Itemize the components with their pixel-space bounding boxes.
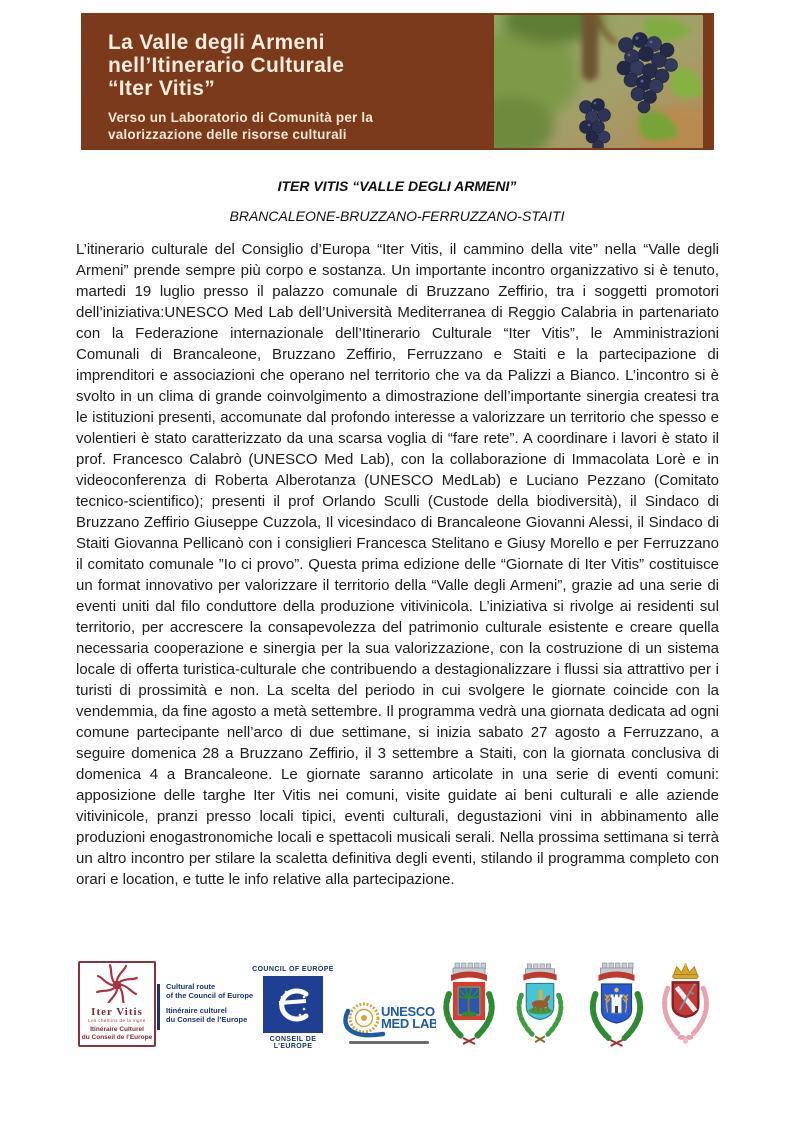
banner-title-line2: nell’Itinerario Culturale bbox=[108, 54, 345, 77]
gold-crown bbox=[673, 963, 699, 978]
iter-vitis-name: Iter Vitis bbox=[91, 1006, 143, 1018]
mural-crown bbox=[451, 963, 487, 981]
unesco-line1-text: UNESCO bbox=[381, 1004, 435, 1019]
coe-bottom-label: CONSEIL DE L’EUROPE bbox=[269, 1036, 317, 1050]
banner-text bbox=[108, 31, 498, 143]
cultural-route-label: Cultural route of the Council of Europe Itinéraire culturel du Conseil de l’Europe bbox=[166, 982, 254, 1024]
banner-subtitle bbox=[108, 110, 498, 143]
banner-title-line1: La Valle degli Armeni bbox=[108, 31, 325, 54]
article-subtitle: BRANCALEONE-BRUZZANO-FERRUZZANO-STAITI bbox=[229, 208, 565, 224]
council-of-europe-logo bbox=[250, 966, 336, 1050]
banner-subtitle-line2: valorizzazione delle risorse culturali bbox=[108, 126, 347, 142]
star bbox=[614, 988, 618, 992]
unesco-tagline-bar bbox=[349, 1041, 429, 1044]
iter-vitis-logo bbox=[78, 961, 156, 1047]
vertical-divider bbox=[157, 984, 160, 1030]
crest-palm-tree bbox=[437, 958, 501, 1055]
crest-knight-on-horse-icon bbox=[509, 958, 571, 1048]
crest-knight-on-horse bbox=[509, 958, 571, 1053]
iter-vitis-tagline: Les chemins de la vigne bbox=[88, 1018, 146, 1023]
coe-square bbox=[263, 976, 323, 1033]
tower bbox=[611, 995, 623, 1014]
red-sun-spiral-icon bbox=[82, 963, 152, 1003]
grapes-photo-illustration bbox=[494, 15, 703, 148]
banner-subtitle-line1: Verso un Laboratorio di Comunità per la bbox=[108, 110, 374, 125]
crest-white-tower bbox=[584, 958, 649, 1055]
crest-white-tower-icon bbox=[584, 958, 649, 1050]
grapes-photo bbox=[494, 15, 703, 148]
crest-sword-pink-wreath bbox=[656, 958, 715, 1055]
crest-palm-tree-icon bbox=[437, 958, 501, 1050]
unesco-med-lab-logo bbox=[341, 997, 436, 1049]
article-title: ITER VITIS “VALLE DEGLI ARMENI” bbox=[277, 178, 517, 194]
crest-sword-pink-wreath-icon bbox=[656, 958, 715, 1050]
banner-title-line3: “Iter Vitis” bbox=[108, 77, 216, 100]
gold-laurel-circle-blue-wave-icon bbox=[341, 997, 436, 1049]
header-banner bbox=[81, 13, 714, 150]
unesco-line2-text: MED LAB bbox=[381, 1016, 436, 1031]
mural-crown bbox=[599, 963, 635, 981]
mural-crown bbox=[523, 964, 556, 981]
coe-top-label: COUNCIL OF EUROPE bbox=[252, 966, 334, 973]
iter-vitis-caption: Itinéraire Culturel du Conseil de l’Europe bbox=[81, 1026, 153, 1041]
stylized-e-with-stars-icon bbox=[263, 976, 323, 1033]
banner-title bbox=[108, 31, 498, 100]
article-body: L’itinerario culturale del Consiglio d’Europa “Iter Vitis, il cammino della vite” nella “Valle degli Armeni” prende sempre più corpo e sostanza. Un importante incontro organizzativo si è tenuto, martedi 19 luglio presso il palazzo comunale di Bruzzano Zeffirio, tra i soggetti promotori dell’iniziativa:UNESCO Med Lab dell’Università Mediterranea di Reggio Calabria in partenariato con la Federazione internazionale dell’Itinerario Culturale “Iter Vitis”, le Amministrazioni Comunali di Brancaleone, Bruzzano Zeffirio, Ferruzzano e Staiti e la partecipazione di imprenditori e associazioni che operano nel territorio che va da Palizzi a Bianco. L’incontro si è svolto in un clima di grande coinvolgimento a dimostrazione dell’importante sinergia createsi tra le istituzioni presenti, accomunate dal profondo interesse a valorizzare un territorio che spesso e volentieri è stato caratterizzato da una scarsa voglia di “fare rete”. A coordinare i lavori è stato il prof. Francesco Calabrò (UNESCO Med Lab), con la collaborazione di Immacolata Lorè e in videoconferenza di Roberta Alberotanza (UNESCO MedLab) e Luciano Pezzano (Comitato tecnico-scientifico); presenti il prof Orlando Sculli (Custode della biodiversità), il Sindaco di Bruzzano Zeffirio Giuseppe Cuzzola, Il vicesindaco di Brancaleone Giovanni Alessi, il Sindaco di Staiti Giovanna Pellicanò con i consiglieri Francesca Stelitano e Giusy Morello e per Ferruzzano il comitato comunale ”Io ci provo”. Questa prima edizione delle “Giornate di Iter Vitis” costituisce un format innovativo per valorizzare il territorio della “Valle degli Armeni”, grazie ad una serie di eventi uniti dal filo conduttore della produzione vitivinicola. L’iniziativa si rivolge ai residenti sul territorio, per accrescere la consapevolezza del patrimonio culturale esistente e creare quella necessaria cooperazione e sinergia per la sua valorizzazione, con la costruzione di un sistema locale di offerta turistica-culturale che contribuendo a destagionalizzare i flussi sia attrattivo per i turisti di prossimità e non. La scelta del periodo in cui svolgere le giornate coincide con la vendemmia, da fine agosto a metà settembre. Il programma vedrà una giornata dedicata ad ogni comune partecipante nell’arco di due settimane, si inizia sabato 27 agosto a Ferruzzano, a seguire domenica 28 a Bruzzano Zeffirio, il 3 settembre a Staiti, con la giornata conclusiva di domenica 4 a Brancaleone. Le giornate saranno articolate in una serie di eventi comuni: apposizione delle targhe Iter Vitis nei comuni, visite guidate ai beni culturali e alle aziende vitivinicole, pranzi presso locali tipici, eventi culturali, degustazioni vini in abbinamento alle produzioni enogastronomiche locali e spettacoli musicali serali. Nella prossima settimana si terrà un altro incontro per stilare la scaletta definitiva degli eventi, stilando il programma completo con orari e location, e tutte le info relative alla partecipazione. bbox=[76, 241, 719, 888]
